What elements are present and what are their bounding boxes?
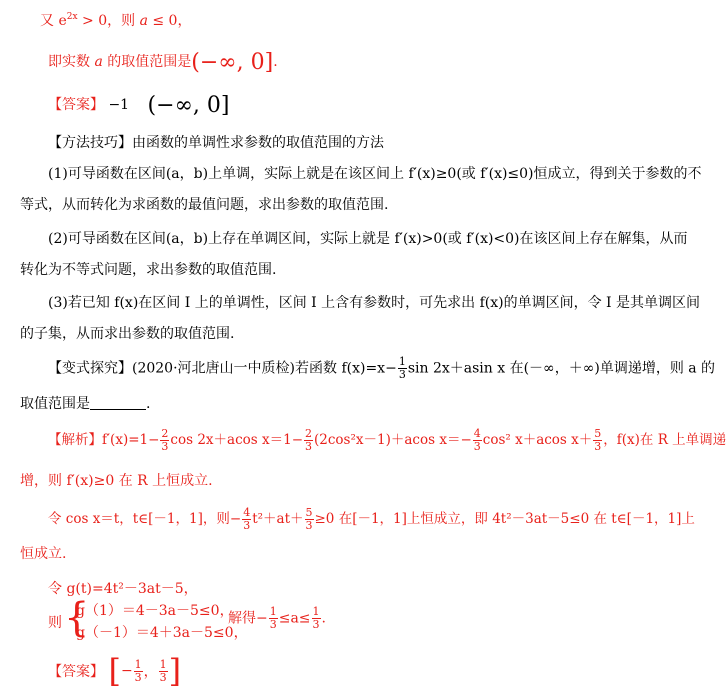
answer-blank [90,397,146,410]
fraction-5-3 [305,507,314,532]
left-bracket: [ [108,652,121,690]
text: . [321,610,326,627]
superscript: 2x [66,12,78,22]
variant-label: 【变式探究】 [48,360,132,377]
solution-line-4 [20,543,66,563]
right-bracket: ] [168,652,182,690]
solution-line-3 [48,507,695,532]
text: 即实数 [48,54,95,70]
solution-result [228,606,326,631]
numerator: 2 [161,427,169,440]
para-3b [20,323,234,343]
text: > 0，则 [77,13,140,29]
answer-label: 【答案】 [48,97,104,113]
fraction-1-3 [159,659,168,684]
text: t²＋at＋ [252,511,304,527]
answer-label: 【答案】 [48,664,104,680]
text: 等式，从而转化为求函数的最值问题，求出参数的取值范围. [20,197,389,213]
text: ≤a≤ [278,610,311,627]
fraction-4-3 [473,428,482,453]
answer-2: 【答案】 [− $\frac{1}{3}$ ， $\frac{1}{3}$ ] [48,652,182,690]
answer-value: −1 [108,97,130,113]
para-2b [20,259,276,279]
numerator: 2 [305,427,313,440]
fraction-5-3 [593,428,602,453]
numerator: 1 [269,605,277,618]
denominator: 3 [398,368,406,381]
numerator: 4 [473,427,481,440]
para-1b [20,194,388,214]
text: ≥0 在[－1，1]上恒成立，即 4t²－3at－5≤0 在 t∈[－1，1]上 [314,511,695,527]
text: cos 2x＋acos x＝1− [170,432,304,448]
denominator: 3 [473,440,481,453]
line-2 [48,50,278,75]
fraction-2-3 [304,428,313,453]
answer-1 [48,93,229,118]
denominator: 3 [305,440,313,453]
tip-text: 由函数的单调性求参数的取值范围的方法 [132,135,384,151]
text: (2020·河北唐山一中质检)若函数 f(x)=x− [132,360,397,377]
denominator: 3 [305,519,313,532]
variable-a: a [139,13,148,29]
text: 又 e [40,13,67,29]
denominator: 3 [243,519,251,532]
fraction-2-3 [160,428,169,453]
para-1a [48,163,702,183]
fraction-4-3 [242,507,251,532]
fraction-1-3 [269,606,278,631]
numerator: 1 [312,605,320,618]
text: 恒成立. [20,546,67,562]
text: 则 [48,615,62,631]
text: cos² x＋acos x＋ [482,432,593,448]
text: 的取值范围是 [102,54,192,70]
text: (2cos²x－1)＋acos x＝− [314,432,472,448]
fraction-1-3 [312,606,321,631]
inequality-system [48,595,688,644]
text: 令 cos x＝t，t∈[－1，1]，则− [48,511,242,527]
text: . [146,396,151,412]
inequality-1: g（1）＝4－3a－5≤0， [76,603,234,619]
line-1 [40,10,191,30]
tip-label: 【方法技巧】 [48,135,132,151]
solution-label: 【解析】 [48,432,102,448]
denominator: 3 [161,440,169,453]
text: 增，则 f′(x)≥0 在 R 上恒成立. [20,473,213,489]
variable-a: a [94,54,103,70]
text: ≤ 0， [147,13,192,29]
text: sin 2x＋asin x 在(－∞，＋∞)单调递增，则 a 的 [407,360,716,377]
denominator: 3 [134,670,142,684]
numerator: 1 [398,355,406,368]
solution-line-1 [48,428,726,453]
para-3a [48,292,700,312]
range: (−∞, 0] [191,50,274,75]
text: (3)若已知 f(x)在区间 I 上的单调性，区间 I 上含有参数时，可先求出 f(x)的单调区间，令 I 是其单调区间 [48,295,701,311]
solution-line-2 [20,470,213,490]
text: 令 g(t)=4t²－3at－5， [48,581,198,597]
answer-range: (−∞, 0] [147,93,230,118]
text: 解得− [228,610,268,627]
left-brace: { [64,595,90,641]
variant-line-2 [20,393,150,413]
text: 的子集，从而求出参数的取值范围. [20,326,235,342]
method-tip-heading [48,132,384,152]
denominator: 3 [269,618,277,631]
text: ，f(x)在 R 上单调递 [603,432,726,448]
numerator: 5 [594,427,602,440]
numerator: 1 [159,657,167,671]
numerator: 5 [305,506,313,519]
fraction-1-3 [134,659,143,684]
text: (2)可导函数在区间(a，b)上存在单调区间，实际上就是 f′(x)>0(或 f′(x)<0)在该区间上存在解集，从而 [48,231,688,247]
text: f′(x)=1− [102,432,160,448]
numerator: 4 [243,506,251,519]
denominator: 3 [312,618,320,631]
separator: ， [143,664,158,680]
text: (1)可导函数在区间(a，b)上单调，实际上就是在该区间上 f′(x)≥0(或 f′(x)≤0)恒成立，得到关于参数的不 [48,166,702,182]
variant-line-1 [48,356,715,381]
inequality-2: g（－1）＝4＋3a－5≤0， [76,625,248,641]
denominator: 3 [594,440,602,453]
denominator: 3 [159,670,167,684]
text: 转化为不等式问题，求出参数的取值范围. [20,262,277,278]
text: . [273,54,278,70]
fraction-1-3 [398,356,407,381]
numerator: 1 [134,657,142,671]
para-2a [48,228,688,248]
text: 取值范围是 [20,396,90,412]
